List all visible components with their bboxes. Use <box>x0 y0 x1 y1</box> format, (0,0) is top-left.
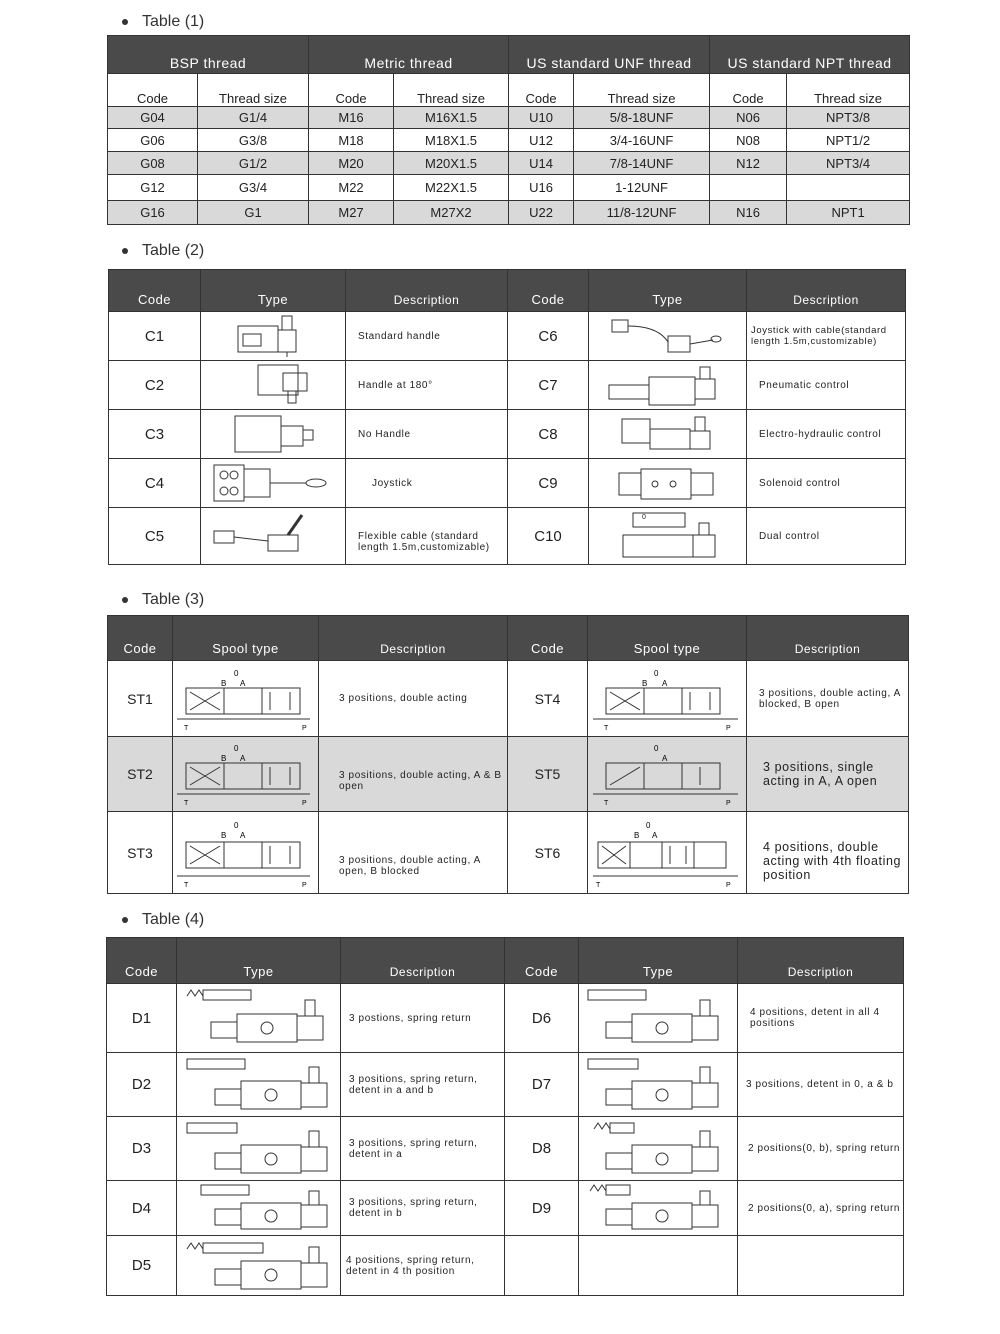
port-label: P <box>301 881 307 889</box>
no-handle-valve-icon <box>223 412 323 456</box>
type-cell <box>177 984 341 1053</box>
type-cell <box>201 508 346 565</box>
code-cell: C8 <box>508 410 589 459</box>
code-cell: C5 <box>109 508 201 565</box>
column-header: Description <box>747 616 909 661</box>
table-cell: M22 <box>309 175 394 201</box>
table-cell: NPT1 <box>787 201 910 225</box>
table-cell: G1 <box>198 201 309 225</box>
type-cell <box>177 1181 341 1236</box>
type-cell <box>579 984 738 1053</box>
table-cell: G3/8 <box>198 129 309 152</box>
table-cell: M18X1.5 <box>394 129 509 152</box>
table-cell: 5/8-18UNF <box>574 107 710 129</box>
table3-heading-text: Table (3) <box>142 591 205 608</box>
table-cell: G08 <box>108 152 198 175</box>
thread-table <box>107 35 910 225</box>
type-cell <box>177 1053 341 1117</box>
code-cell: D6 <box>505 984 579 1053</box>
table-cell: M16 <box>309 107 394 129</box>
code-cell: ST3 <box>108 812 173 894</box>
column-header: Code <box>508 616 588 661</box>
spool-cell <box>588 737 747 812</box>
spool-st4-symbol-icon <box>592 664 742 734</box>
type-cell <box>201 361 346 410</box>
column-header: Code <box>309 74 394 107</box>
description-cell: No Handle <box>346 410 508 459</box>
table-row <box>108 737 909 812</box>
description-cell: Solenoid control <box>747 459 906 508</box>
pneumatic-control-icon <box>603 363 733 407</box>
group-header: Metric thread <box>309 36 509 74</box>
position-label: 0 <box>642 514 654 521</box>
table-row <box>109 508 906 565</box>
spool-st6-symbol-icon <box>592 816 742 890</box>
table-cell: U12 <box>509 129 574 152</box>
table-row <box>108 661 909 737</box>
table-cell: M27X2 <box>394 201 509 225</box>
table-row <box>107 1117 904 1181</box>
spool-st1-symbol-icon <box>176 664 316 734</box>
type-cell <box>579 1053 738 1117</box>
table-cell: G04 <box>108 107 198 129</box>
description-cell: 4 positions, double acting with 4th floating position <box>747 812 909 894</box>
table-cell: M16X1.5 <box>394 107 509 129</box>
description-cell: 3 positions, double acting, A & B open <box>319 737 508 812</box>
port-label: A <box>239 678 245 688</box>
description-cell: 2 positions(0, a), spring return <box>738 1181 904 1236</box>
column-header: Description <box>341 938 505 984</box>
table-cell: M20X1.5 <box>394 152 509 175</box>
table-row <box>109 361 906 410</box>
detent-type-table <box>106 937 904 1296</box>
type-cell <box>201 459 346 508</box>
type-cell <box>201 312 346 361</box>
column-header: Code <box>107 938 177 984</box>
table-cell: G12 <box>108 175 198 201</box>
column-header: Thread size <box>198 74 309 107</box>
port-label: P <box>726 724 731 732</box>
port-label: A <box>662 754 668 763</box>
code-cell <box>505 1236 579 1296</box>
code-cell: D1 <box>107 984 177 1053</box>
type-cell <box>589 410 747 459</box>
table4-heading <box>122 911 204 929</box>
flexible-cable-icon <box>208 511 338 561</box>
table2-heading <box>122 242 204 260</box>
column-header: Code <box>109 270 201 312</box>
port-label: B <box>220 830 226 840</box>
electro-hydraulic-control-icon <box>608 411 728 457</box>
column-header: Code <box>509 74 574 107</box>
code-cell: ST6 <box>508 812 588 894</box>
group-header: BSP thread <box>108 36 309 74</box>
type-cell <box>589 312 747 361</box>
group-header: US standard NPT thread <box>710 36 910 74</box>
port-label: 0 <box>654 744 659 753</box>
description-cell: 2 positions(0, b), spring return <box>738 1117 904 1181</box>
port-label: A <box>239 754 245 763</box>
table-cell: M20 <box>309 152 394 175</box>
spool-type-table <box>107 615 909 894</box>
table4-heading-text: Table (4) <box>142 911 205 928</box>
table-cell: G16 <box>108 201 198 225</box>
column-header: Thread size <box>787 74 910 107</box>
bullet-icon <box>122 248 128 254</box>
code-cell: D9 <box>505 1181 579 1236</box>
spool-cell <box>588 661 747 737</box>
table1-heading-text: Table (1) <box>142 13 205 30</box>
table-cell <box>710 175 787 201</box>
port-label: P <box>301 800 307 807</box>
description-cell: Joystick with cable(standard length 1.5m,customizable) <box>747 312 906 361</box>
table-cell: N06 <box>710 107 787 129</box>
spool-cell <box>588 812 747 894</box>
column-header: Description <box>319 616 508 661</box>
column-header: Code <box>108 74 198 107</box>
detent-valve-d4-icon <box>181 1181 337 1235</box>
description-cell: 3 postions, spring return <box>341 984 505 1053</box>
code-cell: D2 <box>107 1053 177 1117</box>
joystick-cable-icon <box>608 314 728 358</box>
description-cell <box>738 1236 904 1296</box>
code-cell: ST4 <box>508 661 588 737</box>
column-header: Type <box>579 938 738 984</box>
detent-valve-d7-icon <box>580 1055 736 1115</box>
column-header: Description <box>738 938 904 984</box>
description-cell: 4 positions, spring return, detent in 4 th position <box>341 1236 505 1296</box>
column-header: Code <box>508 270 589 312</box>
table-cell: U16 <box>509 175 574 201</box>
column-header: Code <box>710 74 787 107</box>
code-cell: C9 <box>508 459 589 508</box>
table-row <box>108 201 910 225</box>
port-label: T <box>183 800 188 807</box>
spool-cell <box>173 812 319 894</box>
description-cell: 3 positions, spring return, detent in b <box>341 1181 505 1236</box>
column-header: Description <box>747 270 906 312</box>
table3-heading <box>122 591 204 609</box>
port-label: T <box>183 724 188 732</box>
detent-valve-d2-icon <box>181 1055 337 1115</box>
type-cell <box>579 1181 738 1236</box>
port-label: P <box>301 724 307 732</box>
bullet-icon <box>122 19 128 25</box>
detent-valve-d1-icon <box>181 986 337 1050</box>
table-cell: 7/8-14UNF <box>574 152 710 175</box>
code-cell: D5 <box>107 1236 177 1296</box>
column-header: Code <box>505 938 579 984</box>
dual-control-icon <box>603 509 733 563</box>
column-header: Code <box>108 616 173 661</box>
group-header: US standard UNF thread <box>509 36 710 74</box>
code-cell: C10 <box>508 508 589 565</box>
code-cell: C1 <box>109 312 201 361</box>
description-cell: Joystick <box>346 459 508 508</box>
table-row <box>109 410 906 459</box>
table-cell: G06 <box>108 129 198 152</box>
code-cell: D8 <box>505 1117 579 1181</box>
description-cell: 3 positions, double acting, A open, B blocked <box>319 812 508 894</box>
type-cell <box>177 1117 341 1181</box>
joystick-valve-icon <box>208 461 338 505</box>
table-cell: U14 <box>509 152 574 175</box>
code-cell: D4 <box>107 1181 177 1236</box>
detent-valve-d8-icon <box>580 1119 736 1179</box>
code-cell: C6 <box>508 312 589 361</box>
port-label: T <box>604 800 609 807</box>
description-cell: 3 positions, spring return, detent in a and b <box>341 1053 505 1117</box>
code-cell: C3 <box>109 410 201 459</box>
description-cell: Flexible cable (standard length 1.5m,customizable) <box>346 508 508 565</box>
column-header: Spool type <box>588 616 747 661</box>
table2-heading-text: Table (2) <box>142 242 205 259</box>
table-cell: G1/4 <box>198 107 309 129</box>
spool-st3-symbol-icon <box>176 816 316 890</box>
port-label: B <box>220 678 226 688</box>
table-cell: NPT3/8 <box>787 107 910 129</box>
port-label: A <box>239 830 245 840</box>
port-label: A <box>662 678 668 688</box>
table-row <box>109 312 906 361</box>
table-cell <box>787 175 910 201</box>
column-header: Type <box>201 270 346 312</box>
type-cell <box>177 1236 341 1296</box>
port-label: 0 <box>654 668 659 678</box>
port-label: B <box>634 830 640 840</box>
port-label: A <box>652 830 658 840</box>
table-cell: U22 <box>509 201 574 225</box>
description-cell: 3 positions, double acting <box>319 661 508 737</box>
spool-st2-symbol-icon <box>176 739 316 809</box>
type-cell <box>589 459 747 508</box>
column-header: Spool type <box>173 616 319 661</box>
description-cell: Standard handle <box>346 312 508 361</box>
table-cell: N16 <box>710 201 787 225</box>
port-label: 0 <box>233 744 238 753</box>
detent-valve-d5-icon <box>181 1237 337 1295</box>
detent-valve-d3-icon <box>181 1119 337 1179</box>
table-cell: M22X1.5 <box>394 175 509 201</box>
description-cell: Electro-hydraulic control <box>747 410 906 459</box>
solenoid-control-icon <box>603 461 733 505</box>
port-label: B <box>642 678 648 688</box>
table-cell: 1-12UNF <box>574 175 710 201</box>
description-cell: 4 positions, detent in all 4 positions <box>738 984 904 1053</box>
table-cell: M18 <box>309 129 394 152</box>
code-cell: D3 <box>107 1117 177 1181</box>
table-cell: NPT1/2 <box>787 129 910 152</box>
code-cell: ST1 <box>108 661 173 737</box>
code-cell: ST5 <box>508 737 588 812</box>
table-row <box>108 175 910 201</box>
code-cell: C7 <box>508 361 589 410</box>
spool-st5-symbol-icon <box>592 739 742 809</box>
spool-cell <box>173 737 319 812</box>
table-cell: G1/2 <box>198 152 309 175</box>
table-row <box>108 107 910 129</box>
description-cell: Pneumatic control <box>747 361 906 410</box>
description-cell: Dual control <box>747 508 906 565</box>
table-cell: N12 <box>710 152 787 175</box>
type-cell <box>579 1236 738 1296</box>
table-row <box>108 812 909 894</box>
table-cell: NPT3/4 <box>787 152 910 175</box>
table-cell: N08 <box>710 129 787 152</box>
type-cell <box>579 1117 738 1181</box>
bullet-icon <box>122 917 128 923</box>
bullet-icon <box>122 597 128 603</box>
table-row <box>108 152 910 175</box>
table1-heading <box>122 13 204 31</box>
port-label: T <box>183 881 188 889</box>
table-row <box>109 459 906 508</box>
table-cell: 11/8-12UNF <box>574 201 710 225</box>
column-header: Description <box>346 270 508 312</box>
port-label: 0 <box>233 668 238 678</box>
table-row <box>107 984 904 1053</box>
description-cell: 3 positions, double acting, A blocked, B open <box>747 661 909 737</box>
table-cell: G3/4 <box>198 175 309 201</box>
detent-valve-d6-icon <box>580 986 736 1050</box>
spool-cell <box>173 661 319 737</box>
table-row <box>107 1236 904 1296</box>
description-cell: 3 positions, detent in 0, a & b <box>738 1053 904 1117</box>
port-label: P <box>726 881 731 889</box>
column-header: Thread size <box>394 74 509 107</box>
description-cell: 3 positions, spring return, detent in a <box>341 1117 505 1181</box>
port-label: B <box>220 754 226 763</box>
table-cell: 3/4-16UNF <box>574 129 710 152</box>
table-row <box>107 1053 904 1117</box>
port-label: 0 <box>233 820 238 830</box>
detent-valve-d9-icon <box>580 1181 736 1235</box>
description-cell: 3 positions, single acting in A, A open <box>747 737 909 812</box>
port-label: T <box>596 881 601 889</box>
code-cell: C4 <box>109 459 201 508</box>
handle-180-valve-icon <box>228 363 318 407</box>
type-cell <box>589 361 747 410</box>
table-row <box>107 1181 904 1236</box>
code-cell: ST2 <box>108 737 173 812</box>
port-label: P <box>726 800 731 807</box>
control-type-table <box>108 269 906 565</box>
column-header: Type <box>589 270 747 312</box>
column-header: Type <box>177 938 341 984</box>
column-header: Thread size <box>574 74 710 107</box>
code-cell: C2 <box>109 361 201 410</box>
table-cell: M27 <box>309 201 394 225</box>
standard-handle-valve-icon <box>228 314 318 358</box>
port-label: T <box>604 724 609 732</box>
description-cell: Handle at 180° <box>346 361 508 410</box>
type-cell <box>589 508 747 565</box>
port-label: 0 <box>646 820 651 830</box>
table-row <box>108 129 910 152</box>
table-cell: U10 <box>509 107 574 129</box>
type-cell <box>201 410 346 459</box>
code-cell: D7 <box>505 1053 579 1117</box>
